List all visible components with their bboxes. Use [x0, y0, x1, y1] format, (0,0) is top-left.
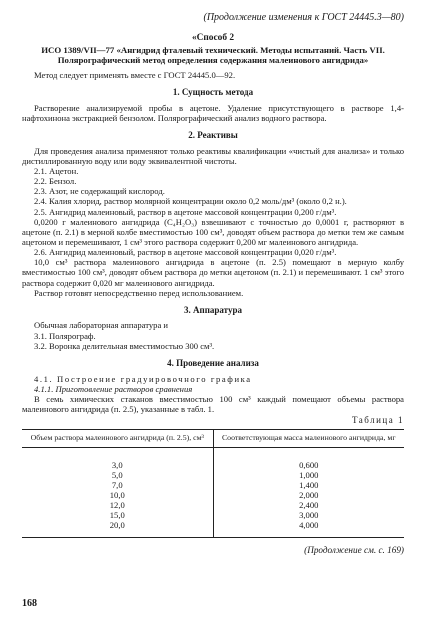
calibration-table: [22, 429, 404, 538]
section-1-title: 1. Сущность метода: [172, 87, 254, 98]
iso-title: ИСО 1389/VII—77 «Ангидрид фталевый технический. Методы испытаний. Часть VII. Полярографический метод определения содержания малеинового ангидрида»: [41, 44, 385, 65]
table-header-volume: Объем раствора малеинового ангидрида (п. 2.5), см³: [22, 429, 213, 447]
volume-cell: 5,0: [22, 470, 213, 480]
volume-cell: 7,0: [22, 480, 213, 490]
table-row: [22, 490, 404, 500]
table-label: Таблица 1: [352, 415, 404, 426]
table-header-mass: Соответствующая масса малеинового ангидрида, мг: [213, 429, 404, 447]
table-row: [22, 447, 404, 470]
table-row: [22, 510, 404, 520]
volume-cell: 10,0: [22, 490, 213, 500]
mass-cell: 1,400: [299, 479, 319, 490]
volume-cell: 15,0: [22, 510, 213, 520]
table-row: [22, 480, 404, 490]
section-2-title: 2. Реактивы: [188, 130, 238, 141]
reagent-item: 2.3. Азот, не содержащий кислород.: [34, 186, 165, 197]
section-4-title: 4. Проведение анализа: [167, 357, 259, 368]
table-row: [22, 470, 404, 480]
section-3-intro: Обычная лабораторная аппаратура и: [34, 320, 168, 331]
mass-cell: 0,600: [299, 459, 319, 470]
mass-cell: 3,000: [299, 510, 319, 521]
page-number: 168: [22, 598, 37, 609]
volume-cell: 20,0: [22, 520, 213, 537]
apparatus-item: 3.1. Полярограф.: [34, 330, 96, 341]
section-3-title: 3. Аппаратура: [184, 304, 242, 315]
subsection-4-1-1-text: В семь химических стаканов вместимостью 100 см³ каждый помещают объемы раствора малеинового ангидрида (п. 2.5), указанные в табл. 1.: [22, 393, 404, 414]
mass-cell: 2,000: [299, 490, 319, 501]
mass-cell: 1,000: [299, 469, 319, 480]
intro-text: Метод следует применять вместе с ГОСТ 24445.0—92.: [34, 70, 236, 81]
reagent-2-6-detail: 10,0 см³ раствора малеинового ангидрида в ацетоне (п. 2.5) помещают в мерную колбу вместимостью 100 см³, доводят объем раствора до метки ацетоном (п. 2.1) и перемешивают. 1 см³ этого раствора содержит 0,020 мг малеинового ангидрида.: [22, 257, 404, 288]
reagent-item: 2.6. Ангидрид малеиновый, раствор в ацетоне массовой концентрации 0,020 г/дм³.: [34, 247, 337, 258]
volume-cell: 3,0: [22, 447, 213, 470]
reagent-item: 2.5. Ангидрид малеиновый, раствор в ацетоне массовой концентрации 0,200 г/дм³.: [34, 206, 337, 217]
reagent-item: 2.1. Ацетон.: [34, 166, 79, 177]
reagent-2-5-detail: 0,0200 г малеинового ангидрида (C₄H₂O₃) взвешивают с точностью до 0,0001 г, растворяют в ацетоне (п. 2.1) в мерной колбе вместимостью 100 см³, доводят объем раствора до метки тем же самым ацетоном и перемешивают, 1 см³ этого раствора содержит 0,200 мг малеинового ангидрида.: [22, 216, 404, 248]
section-1-text: Растворение анализируемой пробы в ацетоне. Удаление присутствующего в растворе 1,4-нафтохинона экстракцией бензолом. Полярографический анализ водного раствора.: [22, 102, 404, 123]
volume-cell: 12,0: [22, 500, 213, 510]
mass-cell: 4,000: [213, 520, 404, 537]
document-page: [22, 10, 404, 555]
subsection-4-1: 4.1. Построение градуировочного графика: [34, 373, 252, 384]
section-2-intro: Для проведения анализа применяют только реактивы квалификации «чистый для анализа» и только дистиллированную воду или воду эквивалентной чистоты.: [22, 145, 404, 166]
method-title: «Способ 2: [191, 32, 235, 43]
apparatus-item: 3.2. Воронка делительная вместимостью 300 см³.: [34, 340, 215, 351]
table-header-row: [22, 429, 404, 447]
reagent-item: 2.4. Калия хлорид, раствор молярной концентрации около 0,2 моль/дм³ (около 0,2 н.).: [34, 196, 347, 207]
header-continuation: (Продолжение изменения к ГОСТ 24445.3—80): [203, 12, 404, 23]
table-row: [22, 520, 404, 537]
reagent-item: 2.2. Бензол.: [34, 176, 77, 187]
subsection-4-1-1: 4.1.1. Приготовление растворов сравнения: [34, 383, 193, 394]
mass-cell: 2,400: [299, 500, 319, 511]
footer-continuation: (Продолжение см. с. 169): [304, 544, 404, 555]
reagent-note: Раствор готовят непосредственно перед использованием.: [34, 287, 244, 298]
table-row: [22, 500, 404, 510]
